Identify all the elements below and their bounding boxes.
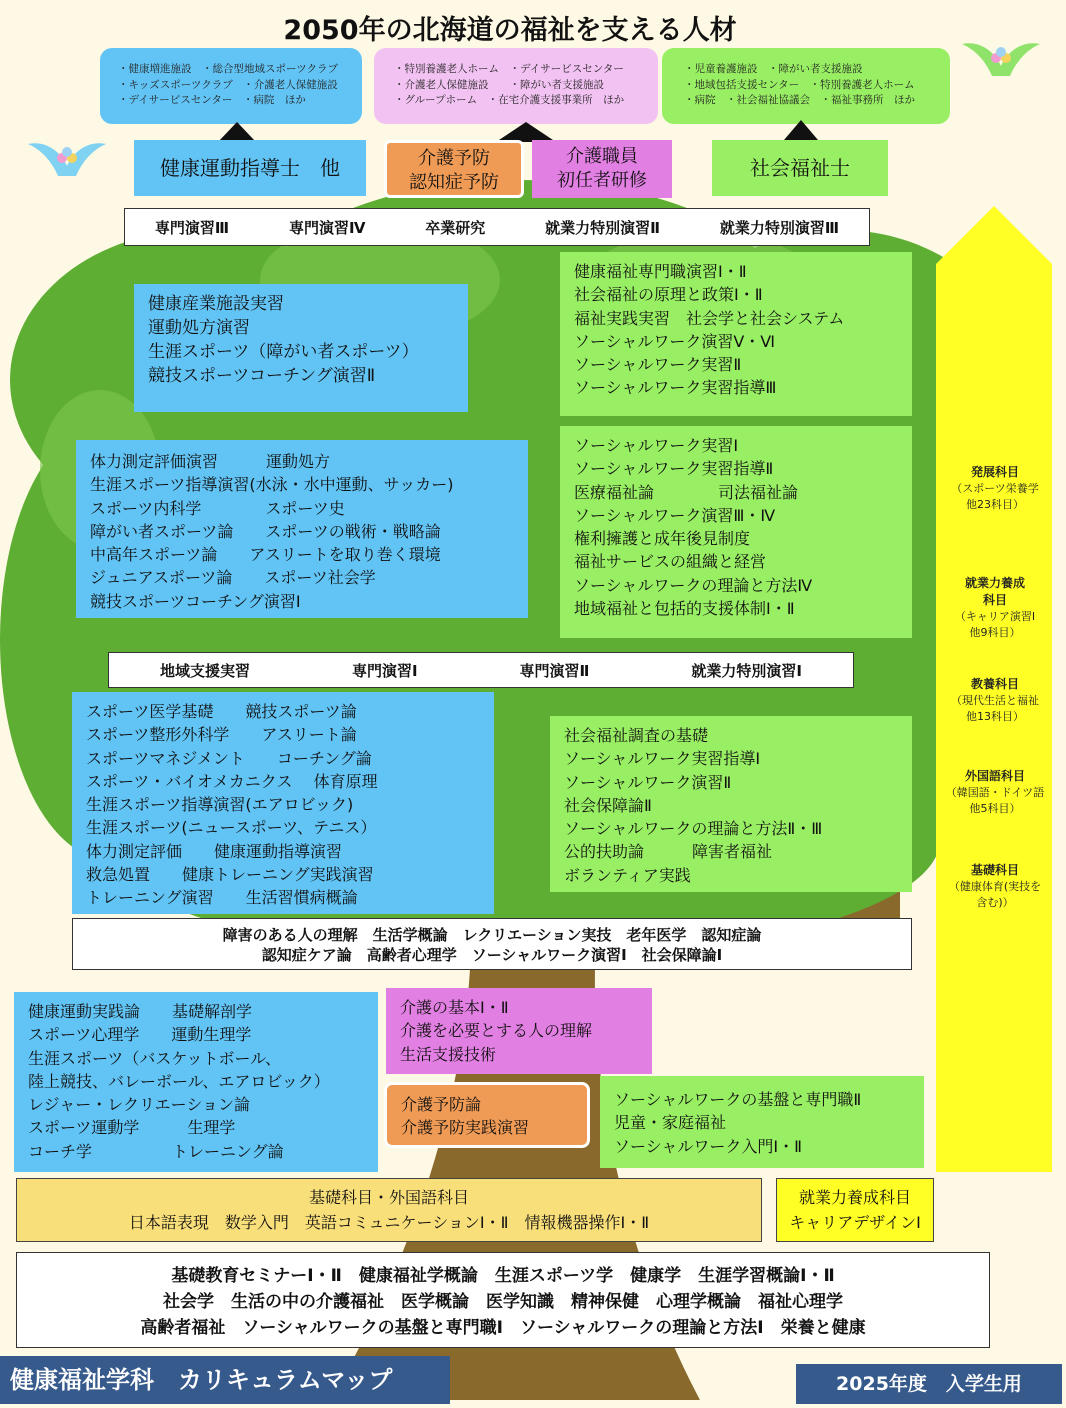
course-box-sports-advanced: 健康産業施設実習 運動処方演習 生涯スポーツ（障がい者スポーツ） 競技スポーツコーチング演習Ⅱ	[134, 284, 468, 412]
sidebar-item-gaikokugo: 外国語科目 （韓国語・ドイツ語 他5科目）	[945, 769, 1045, 815]
course-box-welfare-intro: ソーシャルワークの基盤と専門職Ⅱ 児童・家庭福祉 ソーシャルワーク入門Ⅰ・Ⅱ	[600, 1076, 924, 1168]
course-row-lower: 障害のある人の理解 生活学概論 レクリエーション実技 老年医学 認知症論 認知症ケア論 高齢者心理学 ソーシャルワーク演習Ⅰ 社会保障論Ⅰ	[72, 918, 912, 970]
facility-box-care: ・特別養護老人ホーム ・デイサービスセンター ・介護老人保健施設 ・障がい者支援施設 ・グループホーム ・在宅介護支援事業所 ほか	[374, 48, 658, 124]
sidebar-item-hatten: 発展科目 （スポーツ栄養学 他23科目）	[951, 465, 1039, 511]
career-kaigo-shokuin: 介護職員 初任者研修	[532, 140, 672, 198]
page-title: 2050年の北海道の福祉を支える人材	[283, 15, 737, 46]
course-row-upper: 専門演習Ⅲ 専門演習Ⅳ 卒業研究 就業力特別演習Ⅱ 就業力特別演習Ⅲ	[124, 208, 870, 246]
footer-title: 健康福祉学科 カリキュラムマップ	[0, 1356, 450, 1404]
shugyo-box: 就業力養成科目 キャリアデザインⅠ	[776, 1178, 934, 1242]
bird-icon	[26, 140, 108, 184]
kiso-gaikokugo-box: 基礎科目・外国語科目 日本語表現 数学入門 英語コミュニケーションⅠ・Ⅱ 情報機器操作Ⅰ・Ⅱ	[16, 1178, 762, 1242]
arrow-up-icon	[784, 120, 818, 140]
course-box-kaigo-yobo: 介護予防論 介護予防実践演習	[384, 1082, 590, 1148]
course-box-welfare-basic: 社会福祉調査の基礎 ソーシャルワーク実習指導Ⅰ ソーシャルワーク演習Ⅱ 社会保障論Ⅱ ソーシャルワークの理論と方法Ⅱ・Ⅲ 公的扶助論 障害者福祉 ボランティア実践	[550, 716, 912, 892]
bird-icon	[960, 40, 1042, 84]
course-box-welfare-middle: ソーシャルワーク実習Ⅰ ソーシャルワーク実習指導Ⅱ 医療福祉論 司法福祉論 ソーシャルワーク演習Ⅲ・Ⅳ 権利擁護と成年後見制度 福祉サービスの組織と経営 ソーシャルワークの理論と方法Ⅳ 地域福祉と包括的支援体制Ⅰ・Ⅱ	[560, 426, 912, 638]
career-shakai-fukushi: 社会福祉士	[712, 140, 888, 196]
facility-box-sports: ・健康増進施設 ・総合型地域スポーツクラブ ・キッズスポーツクラブ ・介護老人保健施設 ・デイサービスセンター ・病院 ほか	[100, 48, 362, 124]
course-box-sports-basic: スポーツ医学基礎 競技スポーツ論 スポーツ整形外科学 アスリート論 スポーツマネジメント コーチング論 スポーツ・バイオメカニクス 体育原理 生涯スポーツ指導演習(エアロビック) 生涯スポーツ(ニュースポーツ、テニス） 体力測定評価 健康運動指導演習 救急処置 健康トレーニング実践演習 トレーニング演習 生活習慣病概論	[72, 692, 494, 914]
arrow-up-icon	[218, 122, 256, 142]
facility-box-welfare: ・児童養護施設 ・障がい者支援施設 ・地域包括支援センター ・特別養護老人ホーム ・病院 ・社会福祉協議会 ・福祉事務所 ほか	[662, 48, 950, 124]
common-courses-box: 基礎教育セミナーⅠ・Ⅱ 健康福祉学概論 生涯スポーツ学 健康学 生涯学習概論Ⅰ・Ⅱ 社会学 生活の中の介護福祉 医学概論 医学知識 精神保健 心理学概論 福祉心理学 高齢者福祉 ソーシャルワークの基盤と専門職Ⅰ ソーシャルワークの理論と方法Ⅰ 栄養と健康	[16, 1252, 990, 1348]
sidebar-item-kyoyo: 教養科目 （現代生活と福祉 他13科目）	[951, 677, 1039, 723]
course-box-welfare-advanced: 健康福祉専門職演習Ⅰ・Ⅱ 社会福祉の原理と政策Ⅰ・Ⅱ 福祉実践実習 社会学と社会システム ソーシャルワーク演習Ⅴ・Ⅵ ソーシャルワーク実習Ⅱ ソーシャルワーク実習指導Ⅲ	[560, 252, 912, 416]
course-row-middle: 地域支援実習 専門演習Ⅰ 専門演習Ⅱ 就業力特別演習Ⅰ	[108, 652, 854, 688]
footer-year: 2025年度 入学生用	[796, 1364, 1062, 1404]
sidebar-item-shugyo: 就業力養成 科目 （キャリア演習Ⅰ 他9科目）	[954, 576, 1036, 639]
career-kaigo-yobo: 介護予防 認知症予防	[384, 140, 524, 198]
career-kenko-undo: 健康運動指導士 他	[134, 140, 366, 196]
course-box-kaigo: 介護の基本Ⅰ・Ⅱ 介護を必要とする人の理解 生活支援技術	[386, 988, 652, 1074]
arrow-up-icon	[496, 122, 556, 142]
course-box-sports-intro: 健康運動実践論 基礎解剖学 スポーツ心理学 運動生理学 生涯スポーツ（バスケットボール、 陸上競技、バレーボール、エアロビック） レジャー・レクリエーション論 スポーツ運動学 生理学 コーチ学 トレーニング論	[14, 992, 378, 1172]
sidebar-item-kiso: 基礎科目 （健康体育(実技を 含む)）	[948, 863, 1042, 909]
course-box-sports-middle: 体力測定評価演習 運動処方 生涯スポーツ指導演習(水泳・水中運動、サッカー) スポーツ内科学 スポーツ史 障がい者スポーツ論 スポーツの戦術・戦略論 中高年スポーツ論 アスリートを取り巻く環境 ジュニアスポーツ論 スポーツ社会学 競技スポーツコーチング演習Ⅰ	[76, 440, 528, 618]
